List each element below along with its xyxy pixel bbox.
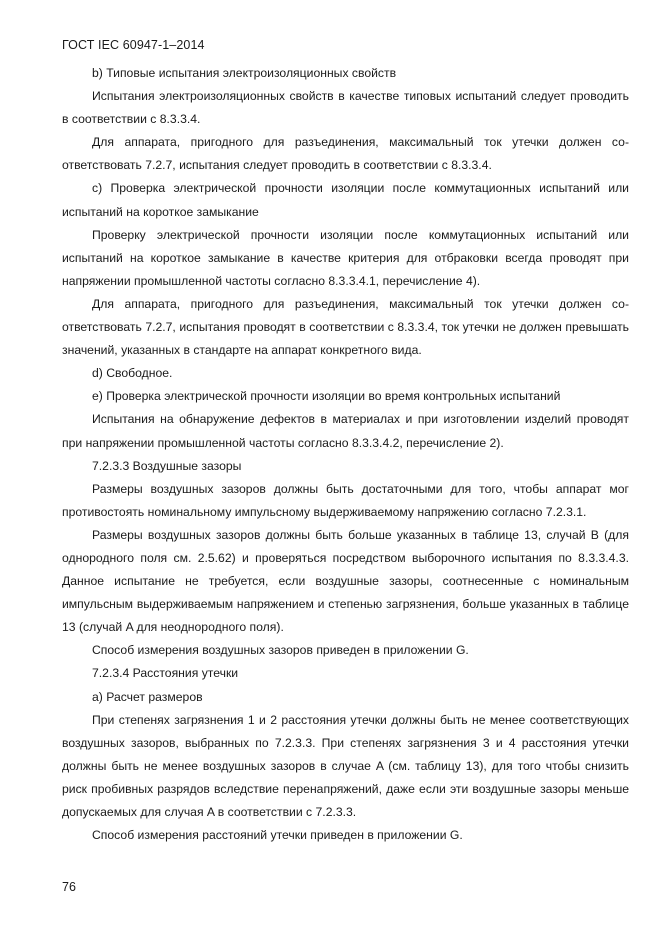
- section-heading-7-2-3-3: 7.2.3.3 Воздушные зазоры: [92, 458, 242, 473]
- page-number: 76: [62, 880, 76, 894]
- paragraph: Испытания электроизоляционных свойств в качестве типовых испытаний следует проводить в соответствии с 8.3.3.4.: [62, 89, 629, 127]
- paragraph: При степенях загрязнения 1 и 2 расстояния утечки должны быть не менее соответствующих воздушных зазоров, выбранных по 7.2.3.3. При степенях загрязнения 3 и 4 расстояния утечки должны быть не менее воздушных зазоров в случае A (см. таблицу 13), для того чтобы снизить риск пробивных разрядов вследствие перенапряжений, даже если эти воздушные зазоры меньше допускаемых для случая A в соответствии с 7.2.3.3.: [62, 712, 629, 819]
- paragraph: Способ измерения воздушных зазоров приведен в приложении G.: [92, 643, 469, 658]
- paragraph: Испытания на обнаружение дефектов в материалах и при изготовлении изделий проводят при напряжении промышленной частоты согласно 8.3.3.4.2, перечисление 2).: [62, 412, 629, 450]
- paragraph: Размеры воздушных зазоров должны быть достаточными для того, чтобы аппарат мог противостоять номинальному импульсному выдерживаемому напряжению согласно 7.2.3.1.: [62, 481, 629, 519]
- subclause-heading-c: c) Проверка электрической прочности изоляции после коммутационных испытаний или испытаний на короткое замыкание: [62, 181, 629, 219]
- subclause-heading-e: e) Проверка электрической прочности изоляции во время контрольных испытаний: [92, 389, 561, 404]
- subclause-heading-b: b) Типовые испытания электроизоляционных свойств: [92, 66, 397, 80]
- paragraph: Способ измерения расстояний утечки приведен в приложении G.: [92, 828, 463, 843]
- section-heading-7-2-3-4: 7.2.3.4 Расстояния утечки: [92, 666, 239, 681]
- document-body: [62, 62, 629, 847]
- subclause-heading-a: a) Расчет размеров: [92, 689, 203, 704]
- paragraph: Для аппарата, пригодного для разъединения, максимальный ток утечки должен соответствовать 7.2.7, испытания проводят в соответствии с 8.3.3.4, ток утечки не должен превышать значений, указанных в стандарте на аппарат конкретного вида.: [62, 296, 629, 358]
- paragraph: Проверку электрической прочности изоляции после коммутационных испытаний или испытаний на короткое замыкание в качестве критерия для отбраковки всегда проводят при напряжении промышленной частоты согласно 8.3.3.4.1, перечисление 4).: [62, 227, 629, 288]
- standard-header: ГОСТ IEC 60947-1–2014: [62, 38, 205, 52]
- paragraph: Размеры воздушных зазоров должны быть больше указанных в таблице 13, случай B (для однородного поля см. 2.5.62) и проверяться посредством выборочного испытания по 8.3.3.4.3. Данное испытание не требуется, если воздушные зазоры, соотнесенные с номинальным импульсным выдерживаемым напряжением и степенью загрязнения, больше указанных в таблице 13 (случай A для неоднородного поля).: [62, 527, 629, 635]
- paragraph: Для аппарата, пригодного для разъединения, максимальный ток утечки должен соответствовать 7.2.7, испытания следует проводить в соответствии с 8.3.3.4.: [62, 135, 629, 173]
- subclause-heading-d: d) Свободное.: [92, 366, 173, 381]
